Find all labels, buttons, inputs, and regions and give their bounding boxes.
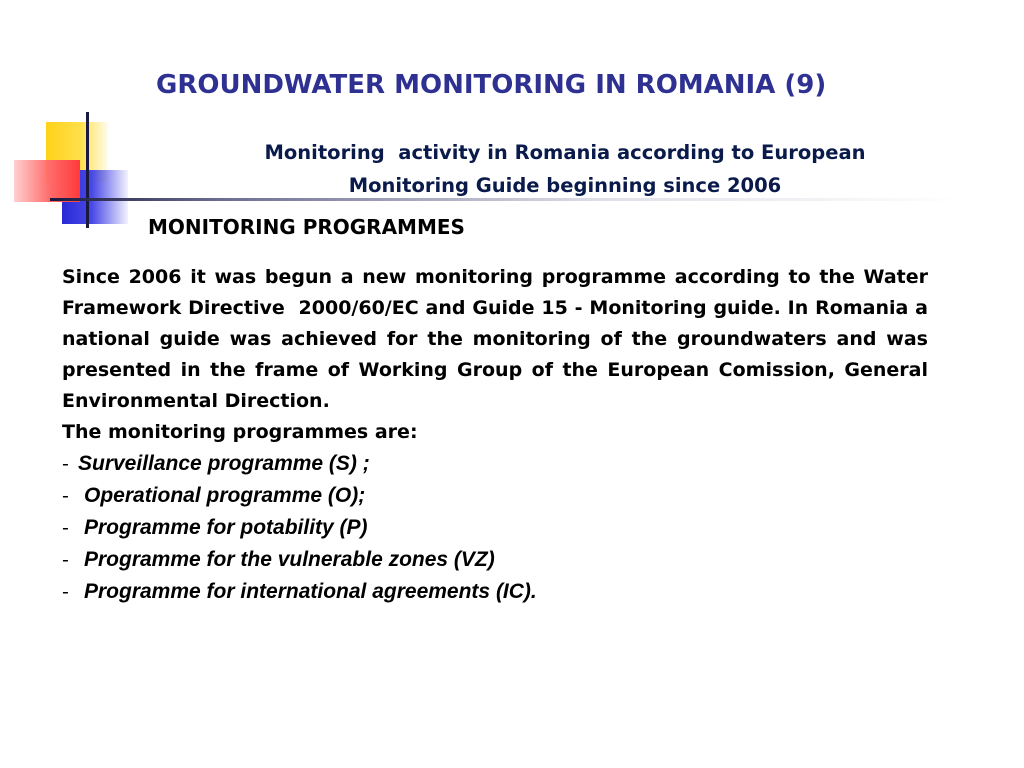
list-item <box>62 480 928 512</box>
list-dash: - <box>62 581 69 603</box>
list-item <box>62 544 928 576</box>
decorative-red-square <box>14 160 80 202</box>
list-dash: - <box>62 485 69 507</box>
slide-body <box>62 262 935 608</box>
programme-list <box>62 448 928 608</box>
programme-label: Operational programme (O); <box>84 484 366 507</box>
list-dash: - <box>62 517 69 539</box>
section-heading: MONITORING PROGRAMMES <box>148 215 465 239</box>
list-item <box>62 512 928 544</box>
programme-label: Programme for the vulnerable zones (VZ) <box>84 548 495 571</box>
list-dash: - <box>62 549 69 571</box>
programme-label: Programme for international agreements (IC). <box>84 580 537 603</box>
programme-label: Programme for potability (P) <box>84 516 368 539</box>
decorative-vertical-line <box>86 112 89 228</box>
body-paragraph: Since 2006 it was begun a new monitoring programme according to the Water Framework Directive 2000/60/EC and Guide 15 - Monitoring guide. In Romania a national guide was achieved for the monitoring of the groundwaters and was presented in the frame of Working Group of the European Comission, General Environmental Direction. <box>62 266 935 412</box>
list-dash: - <box>62 453 69 475</box>
subtitle-line-2: Monitoring Guide beginning since 2006 <box>348 174 782 197</box>
programme-label: Surveillance programme (S) ; <box>78 452 370 475</box>
subtitle-line-1: Monitoring activity in Romania according to European <box>264 141 866 164</box>
list-item <box>62 448 928 480</box>
list-intro: The monitoring programmes are: <box>62 421 418 443</box>
list-item <box>62 576 928 608</box>
slide-subtitle <box>200 136 930 202</box>
slide-title: GROUNDWATER MONITORING IN ROMANIA (9) <box>156 70 827 100</box>
